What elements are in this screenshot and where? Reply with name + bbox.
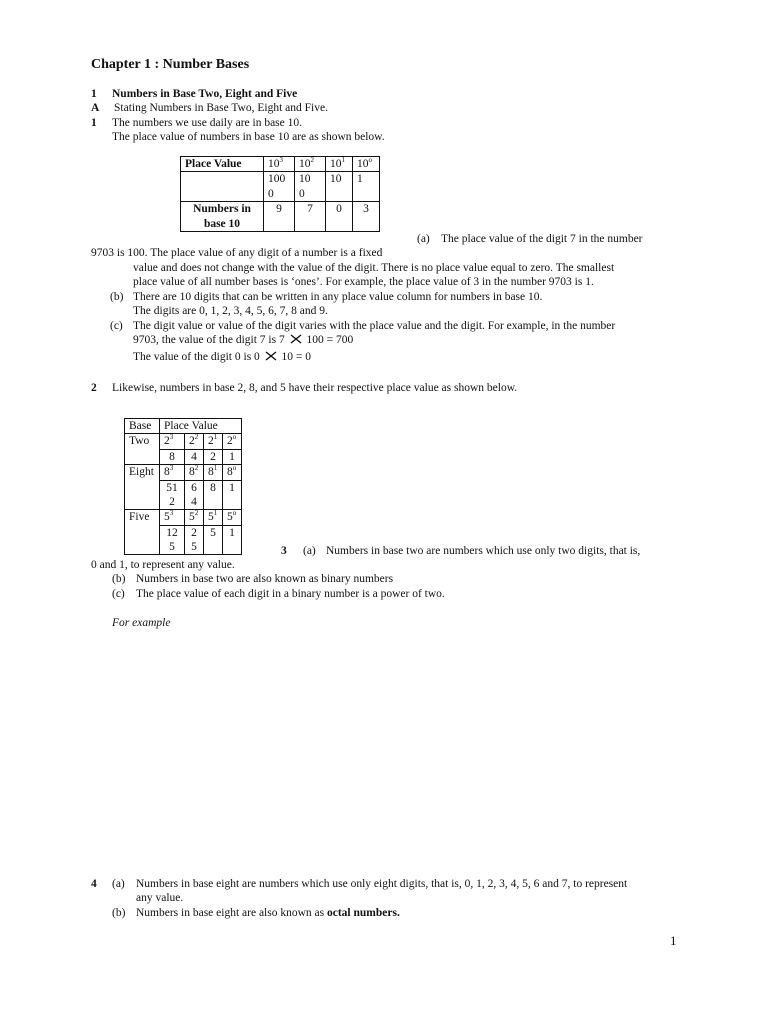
point-1-line-1: The numbers we use daily are in base 10. (112, 117, 303, 129)
place-value-cell: $10^2$ (295, 157, 326, 172)
digit-cell: 9 (264, 202, 295, 232)
value-cell: 100 0 (264, 172, 295, 202)
point-2-text: Likewise, numbers in base 2, 8, and 5 have their respective place value as shown below. (112, 382, 518, 394)
base-2-8-5-place-value-table (124, 418, 242, 555)
point-1-number: 1 (91, 117, 97, 129)
chapter-title: Chapter 1 : Number Bases (91, 57, 250, 72)
value-cell: 10 0 (295, 172, 326, 202)
point-1c-line-3: The value of the digit 0 is 0 10 = 0 (133, 351, 312, 363)
place-value-cell: 10$^o$ (353, 157, 380, 172)
point-3a-line-1: Numbers in base two are numbers which use only two digits, that is, (326, 545, 641, 557)
section-heading: Numbers in Base Two, Eight and Five (112, 88, 298, 100)
value-cell: 1 (353, 172, 380, 202)
base-header: Base (125, 419, 160, 434)
power-cell: $5^2$ (185, 510, 204, 525)
base-10-place-value-table (180, 156, 380, 232)
point-3c-label: (c) (112, 588, 125, 600)
power-cell: $5^1$ (204, 510, 223, 525)
power-cell: $2^1$ (204, 434, 223, 449)
multiply-icon (265, 351, 277, 361)
power-cell: $2^2$ (185, 434, 204, 449)
numbers-in-base-10-label: Numbers in base 10 (181, 202, 264, 232)
value-cell: 1 (223, 449, 242, 464)
point-1a-label: (a) (417, 233, 430, 245)
value-cell: 10 (326, 172, 353, 202)
point-1b-line-1: There are 10 digits that can be written in any place value column for numbers in base 10. (133, 291, 543, 303)
power-cell: $5^3$ (160, 510, 185, 525)
octal-numbers-term: octal numbers. (326, 907, 400, 919)
point-3b-text: Numbers in base two are also known as binary numbers (136, 573, 394, 585)
place-value-cell: $10^1$ (326, 157, 353, 172)
digit-cell: 7 (295, 202, 326, 232)
power-cell: $8^1$ (204, 465, 223, 480)
point-1a-line-3: place value of all number bases is ‘ones’. For example, the place value of 3 in the number 9703 is 1. (133, 276, 594, 288)
point-1a-line-2: value and does not change with the value of the digit. There is no place value equal to zero. The smallest (133, 262, 615, 274)
point-3-number: 3 (281, 545, 287, 557)
subsection-label: A (91, 102, 100, 114)
value-cell: 5 (204, 525, 223, 555)
point-3c-text: The place value of each digit in a binary number is a power of two. (136, 588, 445, 600)
point-1b-label: (b) (110, 291, 124, 303)
point-1c-line-2: 9703, the value of the digit 7 is 7 100 = 700 (133, 334, 354, 346)
point-4a-line-2: any value. (136, 892, 184, 904)
point-2-number: 2 (91, 382, 97, 394)
power-cell: 8$^o$ (223, 465, 242, 480)
point-1a-line-1b: 9703 is 100. The place value of any digit of a number is a fixed (91, 247, 383, 259)
page-number: 1 (670, 933, 677, 948)
base-eight-label: Eight (125, 465, 160, 510)
point-1c-line-1: The digit value or value of the digit varies with the place value and the digit. For example, in the number (133, 320, 616, 332)
multiply-icon (290, 334, 302, 344)
base-two-label: Two (125, 434, 160, 465)
digit-cell: 3 (353, 202, 380, 232)
point-4-number: 4 (91, 878, 97, 890)
point-4a-label: (a) (112, 878, 125, 890)
value-cell: 1 (223, 525, 242, 555)
point-4a-line-1: Numbers in base eight are numbers which use only eight digits, that is, 0, 1, 2, 3, 4, 5, 6 and 7, to represent (136, 878, 628, 890)
value-cell: 12 5 (160, 525, 185, 555)
point-1b-line-2: The digits are 0, 1, 2, 3, 4, 5, 6, 7, 8 and 9. (133, 305, 328, 317)
subsection-text: Stating Numbers in Base Two, Eight and Five. (114, 102, 328, 114)
place-value-cell: $10^3$ (264, 157, 295, 172)
power-cell: 5$^o$ (223, 510, 242, 525)
base-five-label: Five (125, 510, 160, 555)
for-example-label: For example (112, 617, 171, 629)
value-cell: 1 (223, 480, 242, 510)
digit-cell: 0 (326, 202, 353, 232)
power-cell: $8^3$ (160, 465, 185, 480)
power-cell: 2$^o$ (223, 434, 242, 449)
point-4b-label: (b) (112, 907, 126, 919)
point-1-line-2: The place value of numbers in base 10 are as shown below. (112, 131, 385, 143)
value-cell: 4 (185, 449, 204, 464)
point-1a-line-1: The place value of the digit 7 in the number (441, 233, 643, 245)
point-3a-label: (a) (303, 545, 316, 557)
power-cell: $2^3$ (160, 434, 185, 449)
section-number: 1 (91, 88, 97, 100)
point-1c-label: (c) (110, 320, 123, 332)
value-cell: 8 (204, 480, 223, 510)
point-4b-text: Numbers in base eight are also known as octal numbers. (136, 907, 400, 919)
place-value-label: Place Value (181, 157, 264, 172)
value-cell: 6 4 (185, 480, 204, 510)
power-cell: $8^2$ (185, 465, 204, 480)
point-3a-line-2: 0 and 1, to represent any value. (91, 559, 235, 571)
value-cell: 2 (204, 449, 223, 464)
value-cell: 2 5 (185, 525, 204, 555)
place-value-header: Place Value (160, 419, 242, 434)
value-cell: 51 2 (160, 480, 185, 510)
point-3b-label: (b) (112, 573, 126, 585)
empty-cell (181, 172, 264, 202)
value-cell: 8 (160, 449, 185, 464)
